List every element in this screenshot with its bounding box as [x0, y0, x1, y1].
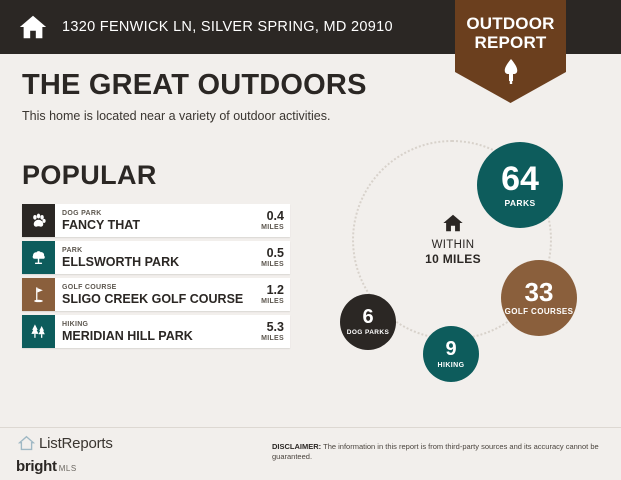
list-item-text: [55, 241, 244, 274]
bubble-dogparks-label: DOG PARKS: [346, 329, 390, 337]
popular-places-list: [22, 204, 290, 352]
list-item-category: GOLF COURSE: [62, 284, 117, 291]
list-item-distance: [244, 241, 290, 274]
list-item[interactable]: [22, 278, 290, 311]
tree-icon: [498, 57, 524, 85]
list-item-category: PARK: [62, 247, 83, 254]
distance-value: 1.2: [266, 282, 284, 297]
outdoor-report-badge: [455, 0, 566, 103]
footer: [0, 428, 621, 480]
trees-icon: [22, 315, 55, 348]
nearby-amenities-diagram: [310, 130, 610, 410]
diagram-center-label: [398, 212, 508, 266]
bubble-golf-courses: [501, 260, 577, 336]
list-item-text: [55, 315, 244, 348]
distance-unit: MILES: [261, 297, 284, 305]
list-item[interactable]: [22, 241, 290, 274]
disclaimer-text: The information in this report is from third-party sources and its accuracy cannot be guaranteed.: [272, 442, 599, 461]
golf-flag-icon: [22, 278, 55, 311]
paw-icon: [22, 204, 55, 237]
bubble-hiking: [423, 326, 479, 382]
page-subtitle: This home is located near a variety of outdoor activities.: [22, 109, 331, 123]
list-item-category: HIKING: [62, 321, 89, 328]
list-item-name: ELLSWORTH PARK: [62, 255, 180, 269]
page-title: THE GREAT OUTDOORS: [22, 69, 367, 101]
bubble-hiking-label: HIKING: [437, 361, 465, 369]
list-item-name: MERIDIAN HILL PARK: [62, 329, 193, 343]
bubble-parks: [477, 142, 563, 228]
bubble-dogparks-count: 6: [362, 306, 374, 329]
disclaimer-label: DISCLAIMER:: [272, 442, 322, 451]
within-text: WITHIN: [431, 239, 475, 251]
list-item-text: [55, 204, 244, 237]
bubble-golf-label: GOLF COURSES: [504, 307, 574, 317]
home-icon: [442, 212, 464, 234]
bubble-dog-parks: [340, 294, 396, 350]
listreports-label: ListReports: [39, 435, 113, 452]
badge-title-line1: OUTDOOR: [466, 14, 555, 33]
distance-value: 5.3: [266, 319, 284, 334]
park-bench-icon: [22, 241, 55, 274]
listreports-logo: [18, 435, 113, 452]
bubble-golf-count: 33: [524, 277, 554, 308]
bright-mls-label: MLS: [58, 464, 77, 473]
bright-label: bright: [16, 458, 57, 475]
bright-mls-logo: [16, 458, 77, 475]
title-block: [22, 68, 452, 124]
badge-title: [455, 14, 566, 52]
bubble-parks-label: PARKS: [504, 198, 536, 209]
bubble-parks-count: 64: [501, 160, 539, 199]
distance-unit: MILES: [261, 260, 284, 268]
home-icon: [18, 12, 48, 42]
list-item-category: DOG PARK: [62, 210, 102, 217]
badge-title-line2: REPORT: [474, 33, 547, 52]
list-item-name: FANCY THAT: [62, 218, 141, 232]
popular-heading: POPULAR: [22, 160, 157, 190]
list-item[interactable]: [22, 315, 290, 348]
list-item[interactable]: [22, 204, 290, 237]
bubble-hiking-count: 9: [445, 337, 457, 360]
property-address: 1320 FENWICK LN, SILVER SPRING, MD 20910: [62, 19, 393, 35]
list-item-text: [55, 278, 244, 311]
list-item-name: SLIGO CREEK GOLF COURSE: [62, 292, 244, 306]
distance-value: 0.5: [266, 245, 284, 260]
distance-value: 0.4: [266, 208, 284, 223]
list-item-distance: [244, 278, 290, 311]
list-item-distance: [244, 204, 290, 237]
distance-unit: MILES: [261, 334, 284, 342]
within-miles: 10 MILES: [425, 252, 481, 266]
list-item-distance: [244, 315, 290, 348]
disclaimer: [272, 442, 602, 462]
listreports-mark-icon: [18, 435, 35, 452]
distance-unit: MILES: [261, 223, 284, 231]
